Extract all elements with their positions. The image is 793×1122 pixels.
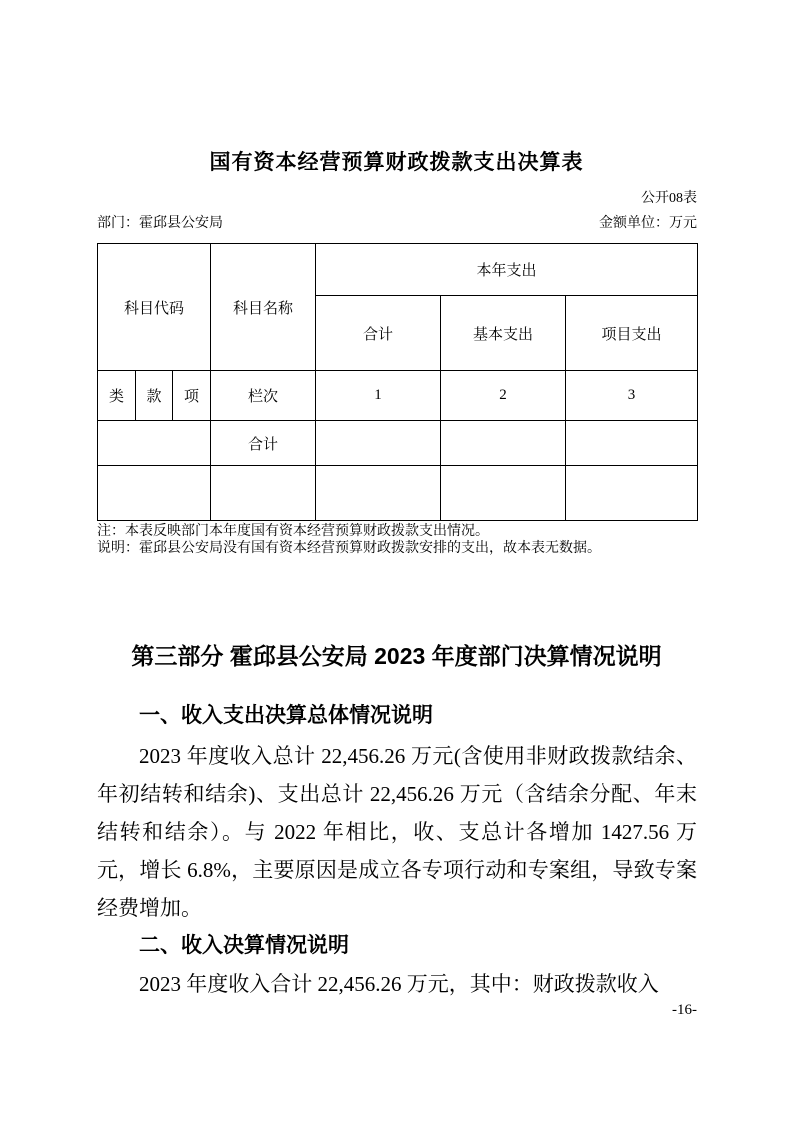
- unit-label: 金额单位：万元: [599, 216, 697, 231]
- cell-empty: [211, 466, 316, 521]
- explanation-line: 说明：霍邱县公安局没有国有资本经营预算财政拨款安排的支出，故本表无数据。: [97, 541, 601, 556]
- cell-section: 款: [136, 371, 173, 421]
- header-current-year-expenditure: 本年支出: [316, 244, 698, 296]
- table-row: [98, 421, 698, 466]
- table-row: [98, 371, 698, 421]
- cell-col2: 2: [441, 371, 566, 421]
- header-total: 合计: [316, 296, 441, 371]
- header-basic-expenditure: 基本支出: [441, 296, 566, 371]
- table-notes: [97, 523, 737, 557]
- paragraph-income-expenditure: 2023 年度收入总计 22,456.26 万元(含使用非财政拨款结余、年初结转和结余)、支出总计 22,456.26 万元（含结余分配、年末结转和结余）。与 2022 年相比，收、支总计各增加 1427.56 万元，增长 6.8%，主要原因是成立各专项行动和专案组，导致专案经费增加。: [97, 744, 697, 920]
- header-project-expenditure: 项目支出: [566, 296, 698, 371]
- table-row: [98, 244, 698, 296]
- cell-category: 类: [98, 371, 136, 421]
- table-code-label: 公开08表: [641, 191, 697, 206]
- cell-col1: 1: [316, 371, 441, 421]
- budget-table: [97, 243, 698, 521]
- cell-empty: [98, 421, 211, 466]
- cell-empty: [566, 466, 698, 521]
- cell-column-label: 栏次: [211, 371, 316, 421]
- cell-empty: [566, 421, 698, 466]
- department-label: 部门：霍邱县公安局: [97, 216, 223, 231]
- header-subject-name: 科目名称: [211, 244, 316, 371]
- note-line: 注：本表反映部门本年度国有资本经营预算财政拨款支出情况。: [97, 524, 489, 539]
- cell-empty: [441, 421, 566, 466]
- cell-empty: [98, 466, 211, 521]
- heading-income: 二、收入决算情况说明: [139, 934, 349, 957]
- table-row: [98, 466, 698, 521]
- section-title: 第三部分 霍邱县公安局 2023 年度部门决算情况说明: [131, 643, 662, 669]
- cell-col3: 3: [566, 371, 698, 421]
- heading-income-expenditure: 一、收入支出决算总体情况说明: [139, 704, 433, 727]
- cell-total-label: 合计: [211, 421, 316, 466]
- cell-empty: [316, 421, 441, 466]
- header-subject-code: 科目代码: [98, 244, 211, 371]
- cell-empty: [316, 466, 441, 521]
- cell-item: 项: [173, 371, 211, 421]
- document-title: 国有资本经营预算财政拨款支出决算表: [209, 151, 584, 174]
- cell-empty: [441, 466, 566, 521]
- paragraph-income: 2023 年度收入合计 22,456.26 万元，其中：财政拨款收入: [139, 972, 659, 996]
- page-number: -16-: [672, 1002, 697, 1018]
- table-meta-row: [97, 212, 697, 232]
